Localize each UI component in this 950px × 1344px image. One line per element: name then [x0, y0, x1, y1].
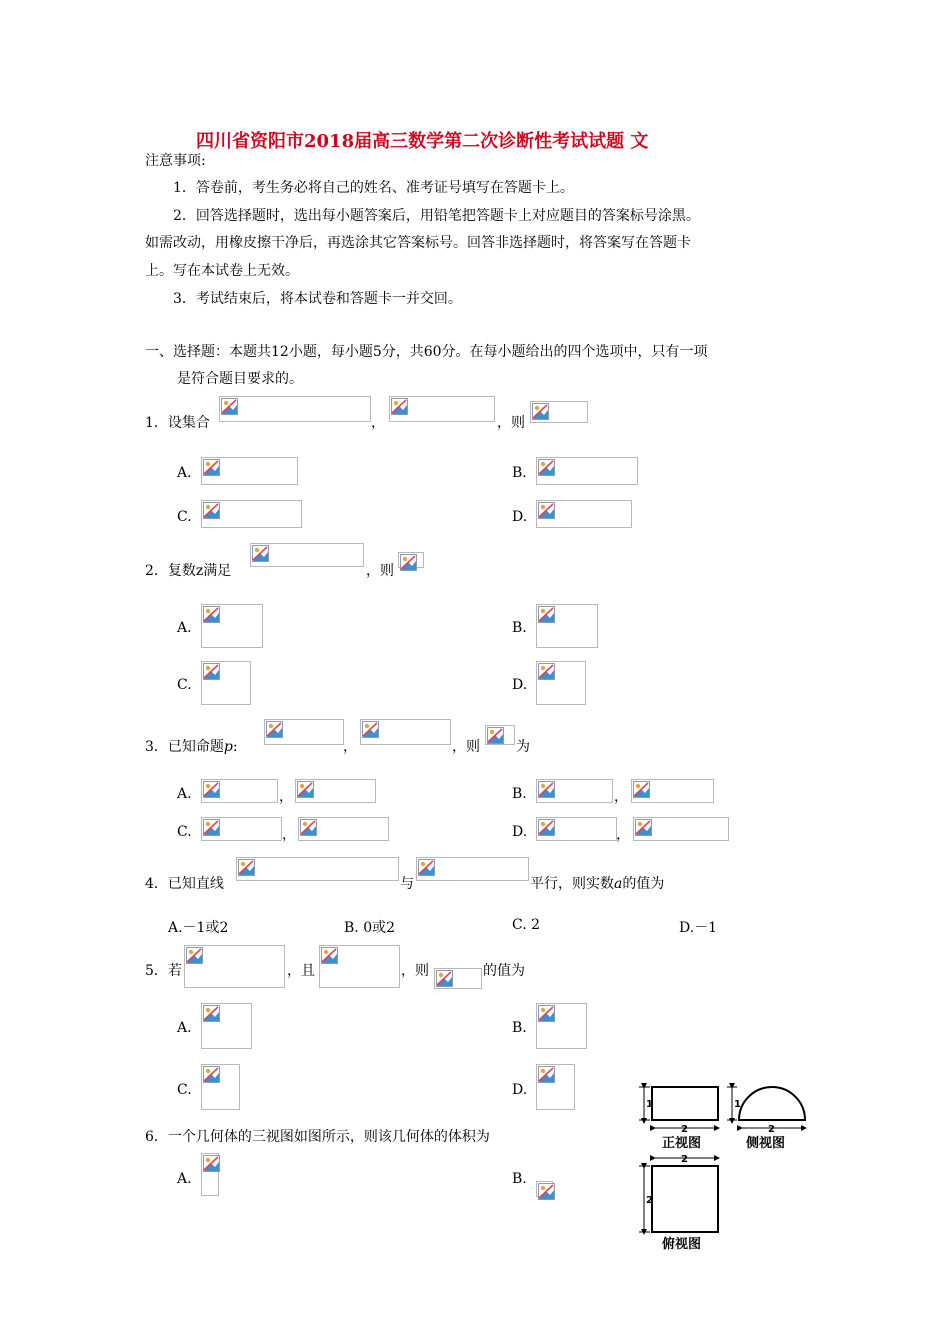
- front-width-label: 2: [681, 1124, 688, 1135]
- front-height-label: 1: [646, 1099, 653, 1110]
- front-view-label: 正视图: [662, 1136, 702, 1151]
- notice-item-3: 3．考试结束后，将本试卷和答题卡一并交回。: [173, 291, 462, 307]
- option-b-formula-image-2: [631, 779, 714, 803]
- option-b-label: B.: [512, 1020, 527, 1036]
- option-d-label: D.: [512, 677, 528, 693]
- top-width-label: 2: [681, 1154, 688, 1165]
- q4-option-d: D.－1: [679, 920, 718, 936]
- broken-image-icon: [400, 554, 417, 571]
- comma: ，: [616, 827, 630, 843]
- option-c-label: C.: [177, 509, 192, 525]
- q4-option-a: A.－1或2: [168, 920, 229, 936]
- question-3-text: [145, 736, 238, 756]
- broken-image-icon: [238, 859, 255, 876]
- broken-image-icon: [203, 502, 220, 519]
- question-5-then: ，则: [401, 963, 429, 979]
- option-b-label: B.: [512, 786, 527, 802]
- formula-image: [264, 719, 344, 745]
- option-d-formula-image: [536, 1064, 575, 1110]
- formula-image: [319, 945, 400, 988]
- broken-image-icon: [203, 819, 220, 836]
- option-d-label: D.: [512, 509, 528, 525]
- broken-image-icon: [203, 1155, 220, 1172]
- option-a-label: A.: [177, 786, 192, 802]
- broken-image-icon: [538, 1005, 555, 1022]
- broken-image-icon: [203, 781, 220, 798]
- broken-image-icon: [391, 398, 408, 415]
- option-d-label: D.: [512, 824, 528, 840]
- option-c-formula-image: [201, 500, 302, 528]
- option-c-label: C.: [177, 677, 192, 693]
- option-c-formula-image: [201, 661, 251, 705]
- colon: :: [232, 739, 238, 755]
- q4-option-b: B. 0或2: [344, 920, 396, 936]
- broken-image-icon: [203, 663, 220, 680]
- formula-image: [398, 552, 424, 568]
- question-4-tail-a: 平行，则实数: [530, 876, 614, 892]
- option-c-label: C.: [177, 824, 192, 840]
- broken-image-icon: [538, 663, 555, 680]
- option-d-formula-image-2: [633, 817, 729, 841]
- formula-image: [389, 396, 495, 422]
- option-a-label: A.: [177, 620, 192, 636]
- formula-image: [184, 945, 285, 988]
- option-a-label: A.: [177, 1171, 192, 1187]
- proposition-p: p: [223, 739, 233, 755]
- broken-image-icon: [221, 398, 238, 415]
- option-d-formula-image: [536, 661, 586, 705]
- notice-heading: 注意事项:: [145, 153, 206, 169]
- option-d-label: D.: [512, 1082, 528, 1098]
- question-6-text: 6．一个几何体的三视图如图所示，则该几何体的体积为: [145, 1129, 490, 1145]
- option-b-formula-image: [536, 779, 613, 803]
- side-view: [727, 1086, 805, 1151]
- option-a-formula-image: [201, 457, 298, 485]
- comma: ，: [282, 827, 296, 843]
- side-width-label: 2: [768, 1124, 775, 1135]
- option-a-formula-image: [201, 779, 278, 803]
- question-1-text: 1．设集合: [145, 415, 210, 431]
- formula-image: [485, 725, 515, 745]
- broken-image-icon: [321, 947, 338, 964]
- three-view-figure: [636, 1080, 816, 1252]
- broken-image-icon: [487, 727, 504, 744]
- comma: ，: [343, 739, 357, 755]
- notice-item-2-line-1: 2．回答选择题时，选出每小题答案后，用铅笔把答题卡上对应题目的答案标号涂黑。: [173, 208, 700, 224]
- question-3-lead: 3．已知命题: [145, 739, 224, 755]
- broken-image-icon: [203, 606, 220, 623]
- option-c-formula-image: [201, 1064, 240, 1110]
- comma: ，: [279, 789, 293, 805]
- option-b-formula-image: [536, 1181, 553, 1197]
- option-a-label: A.: [177, 465, 192, 481]
- front-view: [639, 1086, 718, 1151]
- question-5-and: ，且: [287, 963, 315, 979]
- question-4-text: 4．已知直线: [145, 876, 224, 892]
- broken-image-icon: [300, 819, 317, 836]
- broken-image-icon: [203, 459, 220, 476]
- broken-image-icon: [203, 1005, 220, 1022]
- comma: ，: [371, 415, 385, 431]
- side-view-label: 侧视图: [746, 1136, 786, 1151]
- then-text: ，则: [497, 415, 525, 431]
- question-5-lead: 5．若: [145, 963, 182, 979]
- option-c-formula-image: [201, 817, 282, 841]
- formula-image: [250, 543, 364, 567]
- broken-image-icon: [266, 721, 283, 738]
- broken-image-icon: [532, 403, 549, 420]
- option-d-formula-image: [536, 500, 632, 528]
- broken-image-icon: [297, 781, 314, 798]
- option-d-formula-image: [536, 817, 617, 841]
- broken-image-icon: [538, 819, 555, 836]
- top-height-label: 2: [646, 1195, 653, 1206]
- broken-image-icon: [538, 502, 555, 519]
- option-b-formula-image: [536, 1003, 587, 1049]
- option-a-formula-image: [201, 1153, 219, 1196]
- top-view: [639, 1154, 718, 1252]
- side-height-label: 1: [734, 1099, 741, 1110]
- broken-image-icon: [538, 606, 555, 623]
- option-a-label: A.: [177, 1020, 192, 1036]
- q4-option-c: C. 2: [512, 917, 541, 933]
- option-b-formula-image: [536, 604, 598, 648]
- formula-image: [434, 968, 482, 989]
- broken-image-icon: [203, 1066, 220, 1083]
- notice-item-2-line-3: 上。写在本试卷上无效。: [145, 263, 299, 279]
- page-title: 四川省资阳市2018届高三数学第二次诊断性考试试题 文: [196, 131, 649, 152]
- question-3-tail: 为: [516, 739, 530, 755]
- question-4-tail: [530, 873, 664, 893]
- comma: ，: [614, 789, 628, 805]
- formula-image: [530, 401, 588, 423]
- option-c-formula-image-2: [298, 817, 389, 841]
- broken-image-icon: [538, 781, 555, 798]
- option-a-formula-image: [201, 1003, 252, 1049]
- option-b-label: B.: [512, 620, 527, 636]
- broken-image-icon: [186, 947, 203, 964]
- option-b-label: B.: [512, 1171, 527, 1187]
- broken-image-icon: [362, 721, 379, 738]
- top-view-label: 俯视图: [662, 1237, 702, 1252]
- option-b-label: B.: [512, 465, 527, 481]
- formula-image: [236, 857, 399, 881]
- formula-image: [416, 857, 529, 881]
- variable-a: a: [614, 876, 623, 892]
- then-text: ，则: [452, 739, 480, 755]
- option-a-formula-image: [201, 604, 263, 648]
- broken-image-icon: [252, 545, 269, 562]
- broken-image-icon: [538, 1183, 555, 1200]
- broken-image-icon: [538, 459, 555, 476]
- question-4-tail-b: 的值为: [622, 876, 665, 892]
- option-b-formula-image: [536, 457, 638, 485]
- then-text: ，则: [366, 563, 394, 579]
- formula-image: [219, 396, 371, 422]
- broken-image-icon: [418, 859, 435, 876]
- broken-image-icon: [538, 1066, 555, 1083]
- broken-image-icon: [436, 970, 453, 987]
- notice-item-1: 1．答卷前，考生务必将自己的姓名、准考证号填写在答题卡上。: [173, 180, 574, 196]
- option-a-formula-image-2: [295, 779, 376, 803]
- question-5-tail: 的值为: [483, 963, 525, 979]
- broken-image-icon: [635, 819, 652, 836]
- notice-item-2-line-2: 如需改动，用橡皮擦干净后，再选涂其它答案标号。回答非选择题时，将答案写在答题卡: [145, 235, 691, 251]
- option-c-label: C.: [177, 1082, 192, 1098]
- broken-image-icon: [633, 781, 650, 798]
- formula-image: [360, 719, 451, 745]
- question-2-text: 2．复数z满足: [145, 563, 232, 579]
- question-4-and: 与: [400, 876, 414, 892]
- section-heading-line-2: 是符合题目要求的。: [177, 371, 303, 387]
- section-heading-line-1: 一、选择题：本题共12小题，每小题5分，共60分。在每小题给出的四个选项中，只有一项: [145, 344, 708, 360]
